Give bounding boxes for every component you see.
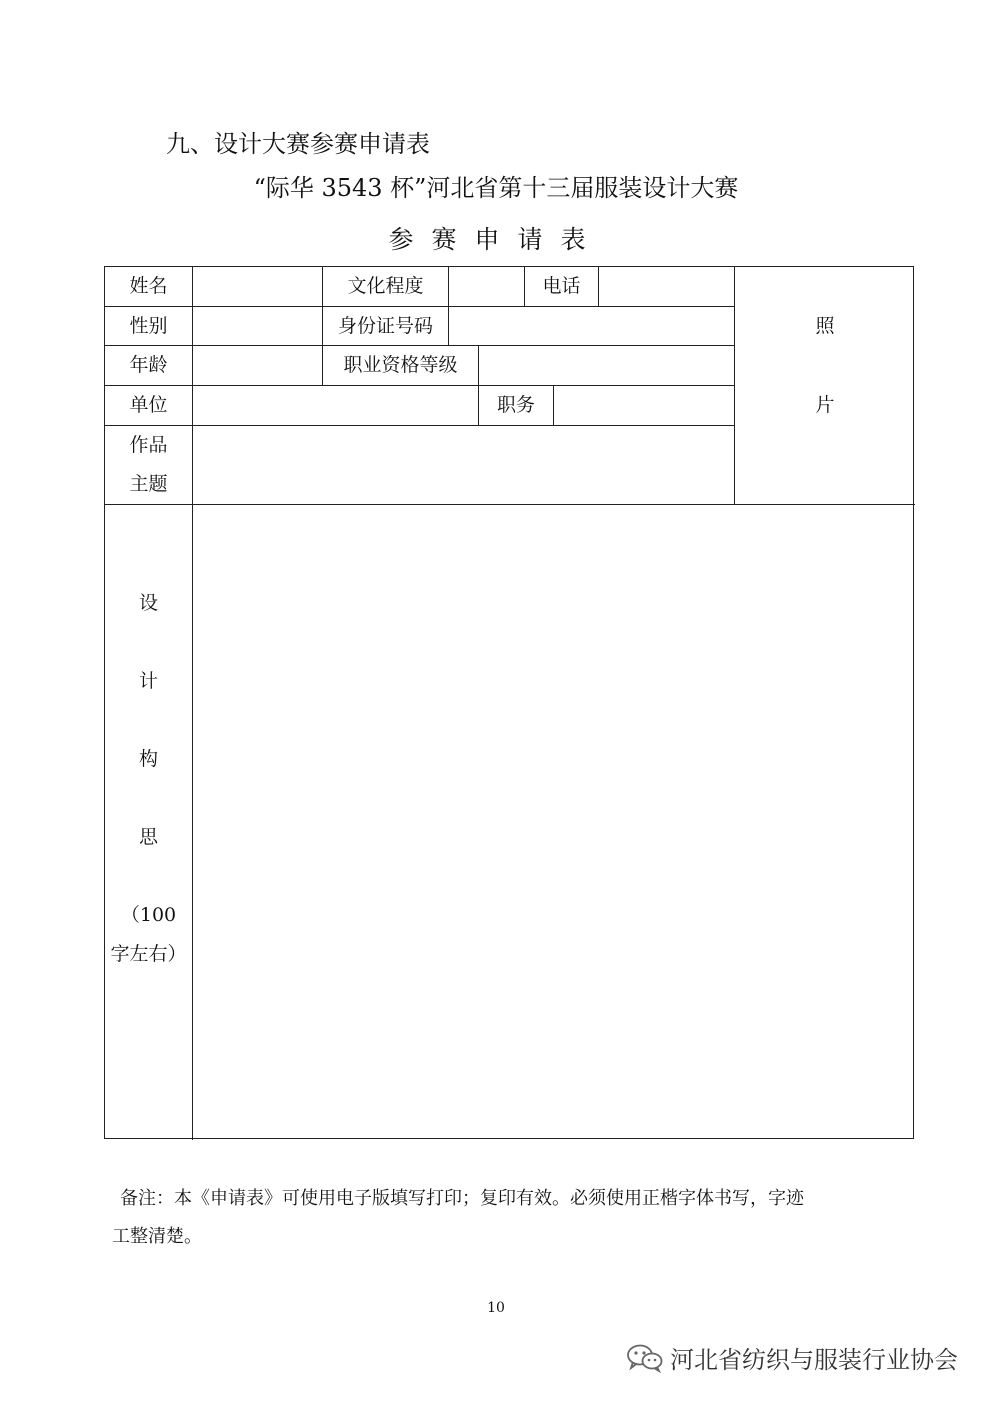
position-label: 职务 bbox=[496, 394, 535, 416]
concept-label-char: （100 bbox=[120, 904, 177, 926]
phone-label: 电话 bbox=[542, 275, 581, 297]
work-theme-label-line2: 主题 bbox=[129, 473, 168, 495]
name-field[interactable] bbox=[193, 267, 322, 306]
concept-label-char: 思 bbox=[138, 826, 158, 848]
wechat-icon bbox=[626, 1343, 664, 1373]
gender-label: 性别 bbox=[129, 314, 168, 337]
work-theme-label bbox=[105, 426, 192, 504]
phone-field[interactable] bbox=[599, 267, 734, 306]
age-field[interactable] bbox=[193, 346, 322, 385]
position-field[interactable] bbox=[554, 386, 734, 425]
gender-field[interactable] bbox=[193, 307, 322, 345]
photo-label-line1: 照 bbox=[815, 315, 835, 337]
design-concept-label bbox=[105, 505, 192, 1140]
note-line2: 工整清楚。 bbox=[112, 1226, 202, 1247]
section-heading: 九、设计大赛参赛申请表 bbox=[166, 130, 430, 158]
watermark bbox=[626, 1340, 958, 1375]
watermark-text: 河北省纺织与服装行业协会 bbox=[670, 1346, 958, 1374]
education-label: 文化程度 bbox=[347, 275, 424, 297]
work-unit-label: 单位 bbox=[129, 394, 168, 416]
qualification-field[interactable] bbox=[479, 346, 734, 385]
id-number-field[interactable] bbox=[449, 307, 734, 345]
name-label: 姓名 bbox=[129, 275, 168, 297]
work-theme-field[interactable] bbox=[193, 426, 734, 504]
form-title: 参赛申请表 bbox=[388, 225, 604, 254]
concept-label-char: 设 bbox=[138, 592, 158, 614]
work-unit-field[interactable] bbox=[193, 386, 478, 425]
education-field[interactable] bbox=[449, 267, 524, 306]
event-title: “际华 3543 杯”河北省第十三届服装设计大赛 bbox=[253, 174, 739, 202]
id-number-label: 身份证号码 bbox=[337, 314, 433, 337]
photo-box[interactable] bbox=[735, 267, 915, 504]
application-form-table bbox=[104, 266, 914, 1139]
concept-label-char: 计 bbox=[138, 670, 158, 692]
photo-label-line2: 片 bbox=[815, 394, 835, 416]
concept-label-char: 字左右） bbox=[110, 943, 187, 965]
work-theme-label-line1: 作品 bbox=[129, 434, 168, 456]
page-number: 10 bbox=[487, 1300, 505, 1316]
design-concept-field[interactable] bbox=[193, 505, 915, 1140]
note-line1: 备注：本《申请表》可使用电子版填写打印；复印有效。必须使用正楷字体书写，字迹 bbox=[120, 1188, 804, 1209]
qualification-label: 职业资格等级 bbox=[343, 354, 458, 376]
concept-label-char: 构 bbox=[138, 748, 158, 770]
age-label: 年龄 bbox=[129, 354, 168, 376]
